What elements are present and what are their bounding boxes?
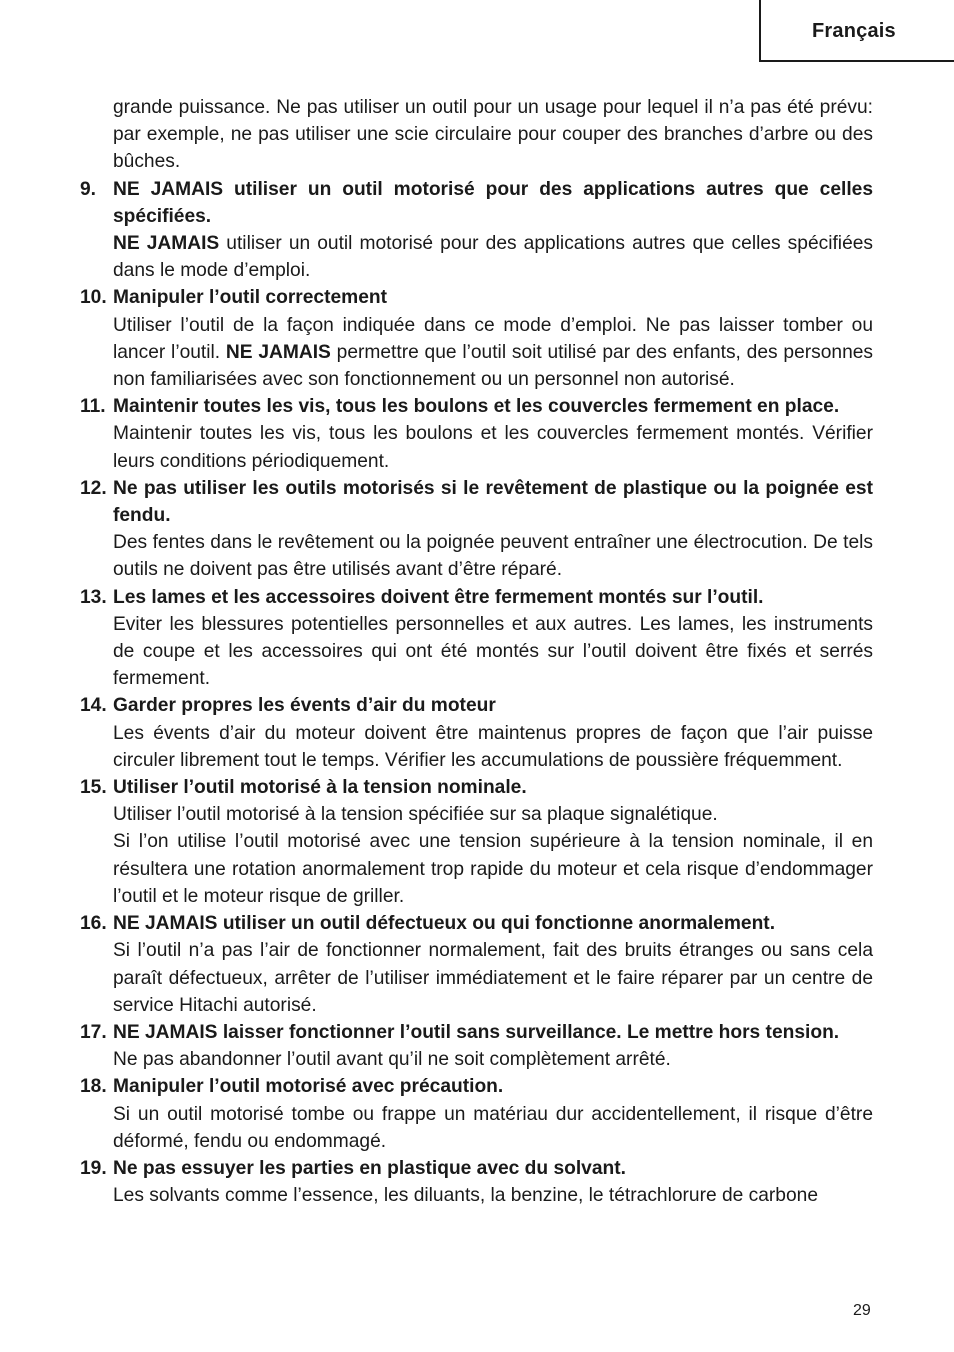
list-item-18 — [80, 1073, 873, 1155]
item-body: Les évents d’air du moteur doivent être maintenus propres de façon que l’air puisse circuler librement tout le temps. Vérifier les accumulations de poussière fréquemment. — [113, 722, 873, 771]
item-body-text: permettre que l’outil soit utilisé par des enfants, des personnes non familiarisées avec son fonctionnement ou un personnel non autorisé. — [113, 341, 874, 391]
item-heading: Utiliser l’outil motorisé à la tension nominale. — [113, 777, 527, 799]
item-heading: Maintenir toutes les vis, tous les boulons et les couvercles fermement en place. — [113, 396, 840, 418]
list-item-15 — [80, 774, 873, 910]
language-label: Français — [812, 20, 896, 42]
item-body — [80, 230, 873, 284]
list-item-16 — [80, 910, 873, 1019]
document-body — [80, 94, 873, 1209]
item-body: Si l’outil n’a pas l’air de fonctionner normalement, fait des bruits étranges ou sans cela paraît défectueux, arrêter de l’utiliser immédiatement et le faire réparer par un centre de service Hitachi autorisé. — [113, 940, 873, 1016]
list-item-12 — [80, 475, 873, 584]
item-heading: NE JAMAIS utiliser un outil motorisé pour des applications autres que celles spécifiées. — [113, 178, 873, 227]
list-item-19 — [80, 1155, 873, 1209]
page-number: 29 — [853, 1302, 871, 1319]
item-number: 13. — [80, 586, 107, 608]
item-body: Utiliser l’outil motorisé à la tension spécifiée sur sa plaque signalétique. — [113, 804, 718, 826]
item-heading: Manipuler l’outil motorisé avec précaution. — [113, 1076, 504, 1098]
item-heading: Ne pas utiliser les outils motorisés si le revêtement de plastique ou la poignée est fendu. — [113, 477, 873, 527]
item-number: 14. — [80, 695, 107, 717]
list-item-10 — [80, 284, 873, 393]
item-heading: NE JAMAIS utiliser un outil défectueux ou qui fonctionne anormalement. — [113, 913, 776, 935]
item-heading: Manipuler l’outil correctement — [113, 287, 388, 309]
item-number: 18. — [80, 1076, 107, 1098]
language-tab — [759, 0, 954, 62]
item-body — [80, 312, 873, 394]
item-body: Eviter les blessures potentielles personnelles et aux autres. Les lames, les instruments de coupe et les accessoires qui ont été montés sur l’outil doivent être fixés et serrés fermement. — [113, 613, 873, 690]
item-body: Des fentes dans le revêtement ou la poignée peuvent entraîner une électrocution. De tels outils ne doivent pas être utilisés avant d’être réparé. — [113, 532, 873, 581]
list-item-17 — [80, 1019, 873, 1073]
item-body-text: Utiliser l’outil de la façon indiquée dans ce mode d’emploi. Ne pas laisser tomber ou lancer l’outil. — [113, 314, 873, 363]
item-number: 16. — [80, 913, 107, 935]
list-item-13 — [80, 584, 873, 693]
emphasis-text: NE JAMAIS — [225, 341, 331, 363]
item-number: 11. — [80, 396, 106, 418]
item-number: 15. — [80, 777, 107, 799]
item-body: Ne pas abandonner l’outil avant qu’il ne soit complètement arrêté. — [113, 1049, 671, 1071]
item-number: 10. — [80, 287, 107, 309]
item-body-text: utiliser un outil motorisé pour des applications autres que celles spécifiées dans le mode d’emploi. — [113, 233, 874, 282]
item-heading: Garder propres les évents d’air du moteur — [113, 695, 496, 717]
item-number: 9. — [80, 178, 97, 200]
item-body-continued: Si l’on utilise l’outil motorisé avec une tension supérieure à la tension nominale, il en résultera une rotation anormalement trop rapide du moteur et cela risque d’endommager l’outil et le moteur risque de griller. — [113, 831, 873, 907]
intro-paragraph: grande puissance. Ne pas utiliser un outil pour un usage pour lequel il n’a pas été prévu: par exemple, ne pas utiliser une scie circulaire pour couper des branches d’arbre ou des bûches. — [113, 97, 873, 173]
item-heading: NE JAMAIS laisser fonctionner l’outil sans surveillance. Le mettre hors tension. — [113, 1021, 840, 1043]
emphasis-text: NE JAMAIS — [113, 233, 220, 255]
list-item-11 — [80, 393, 873, 475]
item-number: 12. — [80, 477, 107, 499]
item-body: Les solvants comme l’essence, les diluants, la benzine, le tétrachlorure de carbone — [113, 1185, 818, 1207]
item-body: Maintenir toutes les vis, tous les boulons et les couvercles fermement montés. Vérifier leurs conditions périodiquement. — [113, 423, 873, 472]
item-body: Si un outil motorisé tombe ou frappe un matériau dur accidentellement, il risque d’être déformé, fendu ou endommagé. — [113, 1103, 873, 1152]
list-item-9 — [80, 176, 873, 285]
item-number: 17. — [80, 1021, 107, 1043]
list-item-14 — [80, 692, 873, 774]
item-heading: Ne pas essuyer les parties en plastique avec du solvant. — [113, 1157, 626, 1179]
item-number: 19. — [80, 1157, 107, 1179]
item-heading: Les lames et les accessoires doivent être fermement montés sur l’outil. — [113, 586, 764, 608]
